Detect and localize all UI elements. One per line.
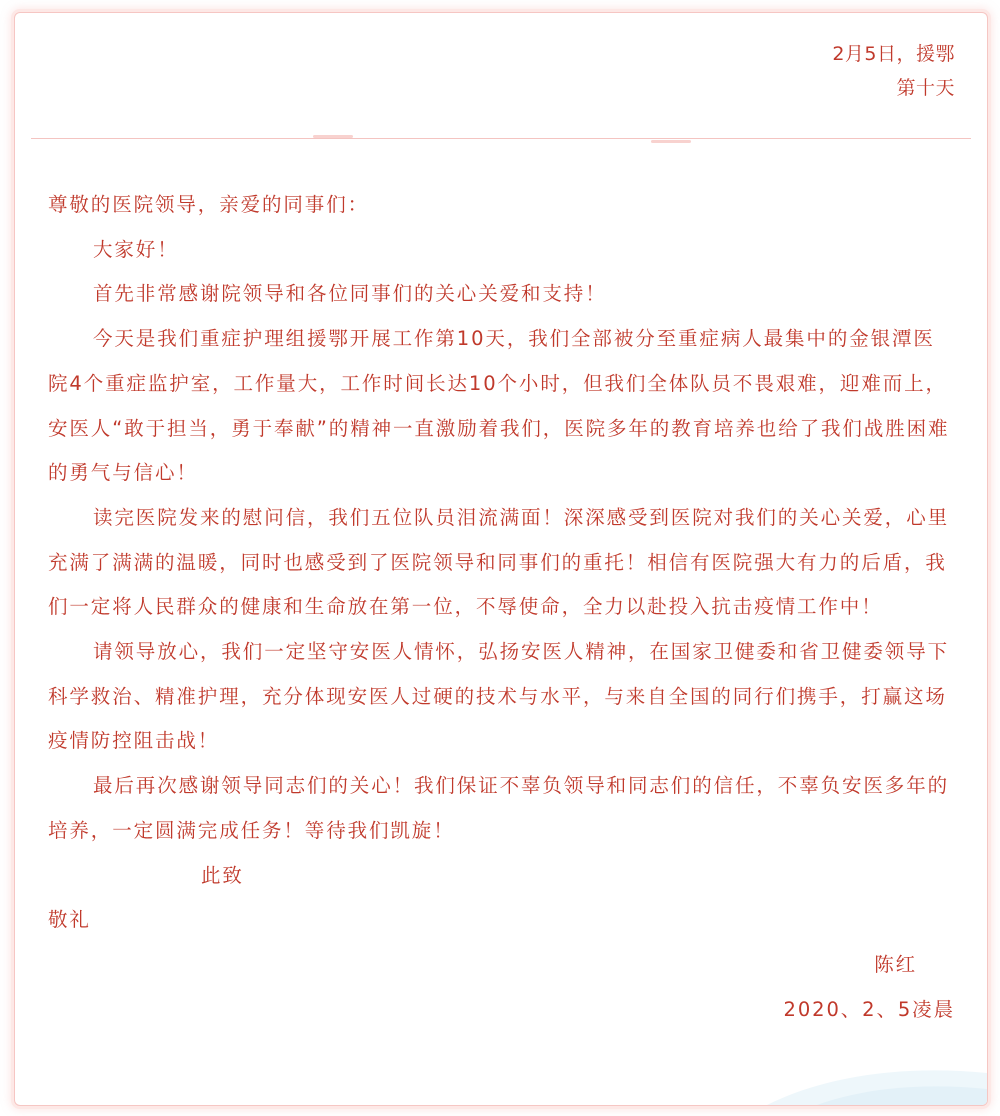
closing-salutation: 此致 bbox=[201, 863, 244, 887]
letter-paragraph: 今天是我们重症护理组援鄂开展工作第10天，我们全部被分至重症病人最集中的金银潭医院4个重症监护室，工作量大，工作时间长达10个小时，但我们全体队员不畏艰难，迎难而上，安医人“敢于担当，勇于奉献”的精神一直激励着我们，医院多年的教育培养也给了我们战胜困难的勇气与信心！ bbox=[48, 327, 950, 485]
letter-paragraph: 首先非常感谢院领导和各位同事们的关心关爱和支持！ bbox=[93, 282, 607, 306]
letter-paragraph: 最后再次感谢领导同志们的关心！我们保证不辜负领导和同志们的信任，不辜负安医多年的培养，一定圆满完成任务！等待我们凯旋！ bbox=[48, 774, 950, 842]
header-date bbox=[832, 37, 955, 105]
header-divider bbox=[31, 138, 971, 139]
letter-paragraph: 读完医院发来的慰问信，我们五位队员泪流满面！深深感受到医院对我们的关心关爱，心里充满了满满的温暖，同时也感受到了医院领导和同事们的重托！相信有医院强大有力的后盾，我们一定将人民群众的健康和生命放在第一位，不辱使命，全力以赴投入抗击疫情工作中！ bbox=[48, 505, 950, 619]
letter-paragraph: 请领导放心，我们一定坚守安医人情怀，弘扬安医人精神，在国家卫健委和省卫健委领导下科学救治、精准护理，充分体现安医人过硬的技术与水平，与来自全国的同行们携手，打赢这场疫情防控阻击战！ bbox=[48, 640, 950, 753]
letter-paragraph: 大家好！ bbox=[93, 237, 179, 261]
divider-accent-right bbox=[651, 140, 691, 143]
divider-accent-left bbox=[313, 135, 353, 138]
letter-body bbox=[48, 183, 955, 1032]
letter-card bbox=[14, 12, 988, 1106]
signature-name: 陈红 bbox=[874, 952, 917, 976]
signature-date: 2020、2、5凌晨 bbox=[783, 997, 955, 1021]
letter-greeting: 尊敬的医院领导，亲爱的同事们： bbox=[48, 193, 370, 216]
header-date-line2: 第十天 bbox=[896, 77, 955, 99]
decorative-wave-icon bbox=[757, 1045, 987, 1105]
closing-regards: 敬礼 bbox=[48, 908, 91, 932]
header-date-line1: 2月5日，援鄂 bbox=[832, 43, 955, 65]
